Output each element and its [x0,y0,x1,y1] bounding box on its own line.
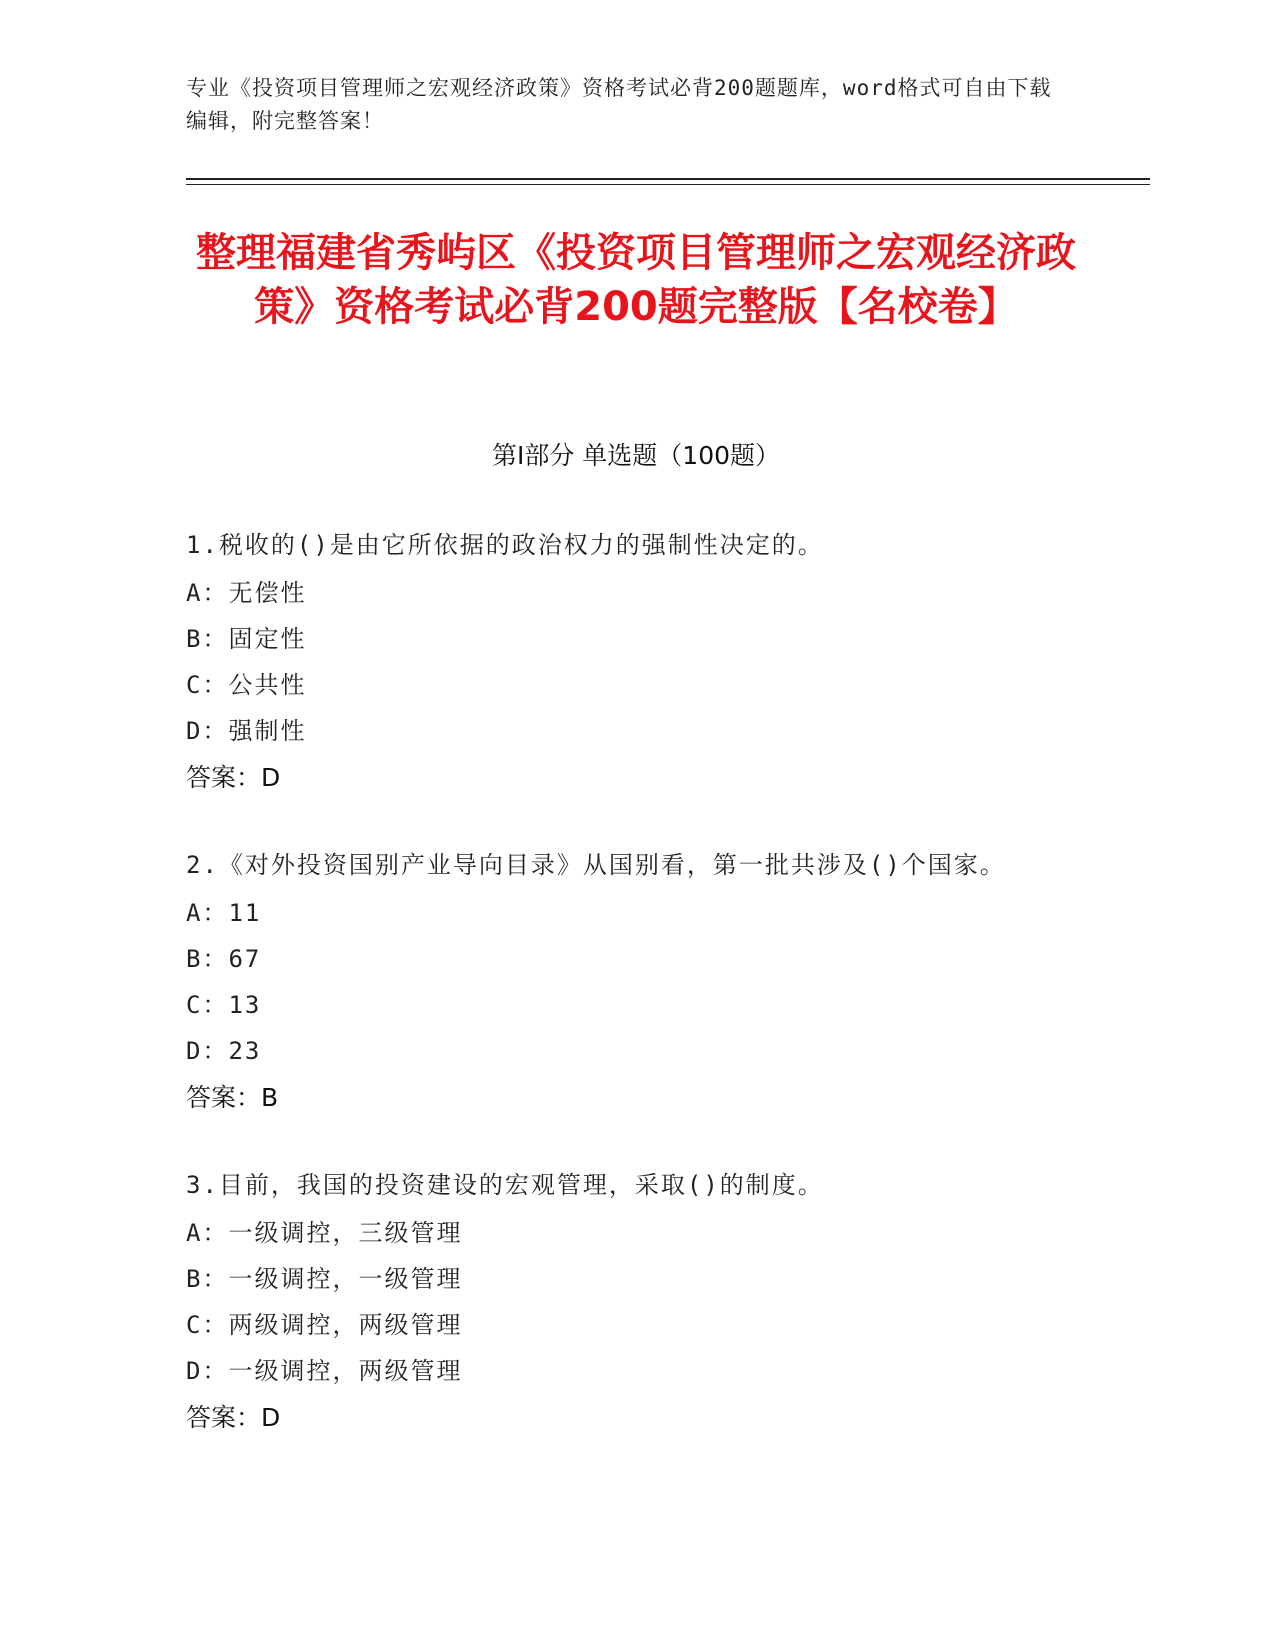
section-title: 第Ⅰ部分 单选题（100题） [491,441,781,470]
question-text: 1.税收的()是由它所依据的政治权力的强制性决定的。 [186,531,824,559]
option-b: B：固定性 [186,625,307,653]
option-a: A：一级调控，三级管理 [186,1219,463,1247]
question-text: 3.目前，我国的投资建设的宏观管理，采取()的制度。 [186,1171,824,1199]
option-c: C：13 [186,991,262,1019]
header-divider-thin [186,184,1150,185]
document-title: 整理福建省秀屿区《投资项目管理师之宏观经济政策》资格考试必背200题完整版【名校卷】 [196,230,1076,330]
answer: 答案：D [186,1403,281,1432]
option-b: B：一级调控，一级管理 [186,1265,463,1293]
answer: 答案：D [186,763,281,792]
option-c: C：公共性 [186,671,307,699]
option-a: A：无偿性 [186,579,307,607]
question-1 [186,520,1066,802]
header-note: 专业《投资项目管理师之宏观经济政策》资格考试必背200题题库，word格式可自由下载编辑，附完整答案！ [186,76,1052,133]
option-b: B：67 [186,945,262,973]
header-divider-thick [186,178,1150,180]
answer: 答案：B [186,1083,279,1112]
option-d: D：23 [186,1037,262,1065]
option-d: D：强制性 [186,717,307,745]
option-d: D：一级调控，两级管理 [186,1357,463,1385]
question-text: 2.《对外投资国别产业导向目录》从国别看，第一批共涉及()个国家。 [186,851,1006,879]
question-2 [186,840,1066,1122]
question-3 [186,1160,1066,1442]
option-a: A：11 [186,899,262,927]
question-list [186,520,1066,1480]
option-c: C：两级调控，两级管理 [186,1311,463,1339]
